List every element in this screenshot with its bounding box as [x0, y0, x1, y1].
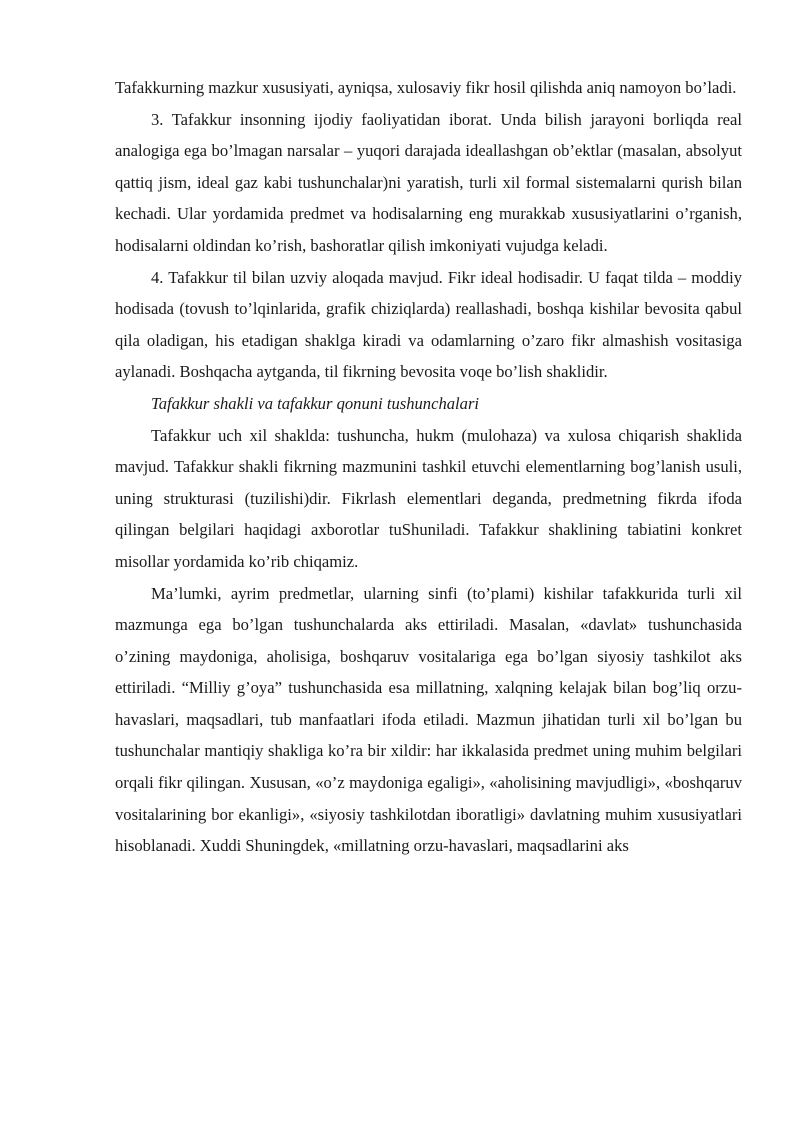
paragraph-continuation: Tafakkurning mazkur xususiyati, ayniqsa, xulosaviy fikr hosil qilishda aniq namoyon bo’ladi. [115, 78, 737, 97]
section-heading: Tafakkur shakli va tafakkur qonuni tushunchalari [151, 393, 480, 413]
paragraph-point-4: 4. Tafakkur til bilan uzviy aloqada mavjud. Fikr ideal hodisadir. U faqat tilda – moddiy hodisada (tovush to’lqinlarida, grafik chiziqlarda) reallashadi, boshqa kishilar bevosita qabul qila oladigan, his etadigan shaklga kiradi va odamlarning o’zaro fikr almashish vositasiga aylanadi. Boshqacha aytganda, til fikrning bevosita voqe bo’lish shaklidir. [115, 267, 742, 382]
paragraph-forms-of-thinking: Tafakkur uch xil shaklda: tushuncha, hukm (mulohaza) va xulosa chiqarish shaklida mavjud. Tafakkur shakli fikrning mazmunini tashkil etuvchi elementlarning bog’lanish usuli, uning strukturasi (tuzilishi)dir. Fikrlash elementlari deganda, predmetning fikrda ifoda qilingan belgilari haqidagi axborotlar tuShuniladi. Tafakkur shaklining tabiatini konkret misollar yordamida ko’rib chiqamiz. [115, 425, 742, 571]
paragraph-concepts-example: Ma’lumki, ayrim predmetlar, ularning sinfi (to’plami) kishilar tafakkurida turli xil mazmunga ega bo’lgan tushunchalarda aks ettiriladi. Masalan, «davlat» tushunchasida o’zining maydoniga, aholisiga, boshqaruv vositalariga ega bo’lgan siyosiy tashkilot aks ettiriladi. “Milliy g’oya” tushunchasida esa millatning, xalqning kelajak bilan bog’liq orzu-havaslari, maqsadlari, tub manfaatlari ifoda etiladi. Mazmun jihatidan turli xil bo’lgan bu tushunchalar mantiqiy shakliga ko’ra bir xildir: har ikkalasida predmet uning muhim belgilari orqali fikr qilingan. Xususan, «o’z maydoniga egaligi», «aholisining mavjudligi», «boshqaruv vositalarining bor ekanligi», «siyosiy tashkilotdan iboratligi» davlatning muhim xususiyatlari hisoblanadi. Xuddi Shuningdek, «millatning orzu-havaslari, maqsadlarini aks [115, 583, 742, 856]
document-page [115, 72, 742, 862]
paragraph-point-3: 3. Tafakkur insonning ijodiy faoliyatidan iborat. Unda bilish jarayoni borliqda real analogiga ega bo’lmagan narsalar – yuqori darajada ideallashgan ob’ektlar (masalan, absolyut qattiq jism, ideal gaz kabi tushunchalar)ni yaratish, turli xil formal sistemalarni qurish bilan kechadi. Ular yordamida predmet va hodisalarning eng murakkab xususiyatlarini o’rganish, hodisalarni oldindan ko’rish, bashoratlar qilish imkoniyati vujudga keladi. [115, 109, 742, 255]
